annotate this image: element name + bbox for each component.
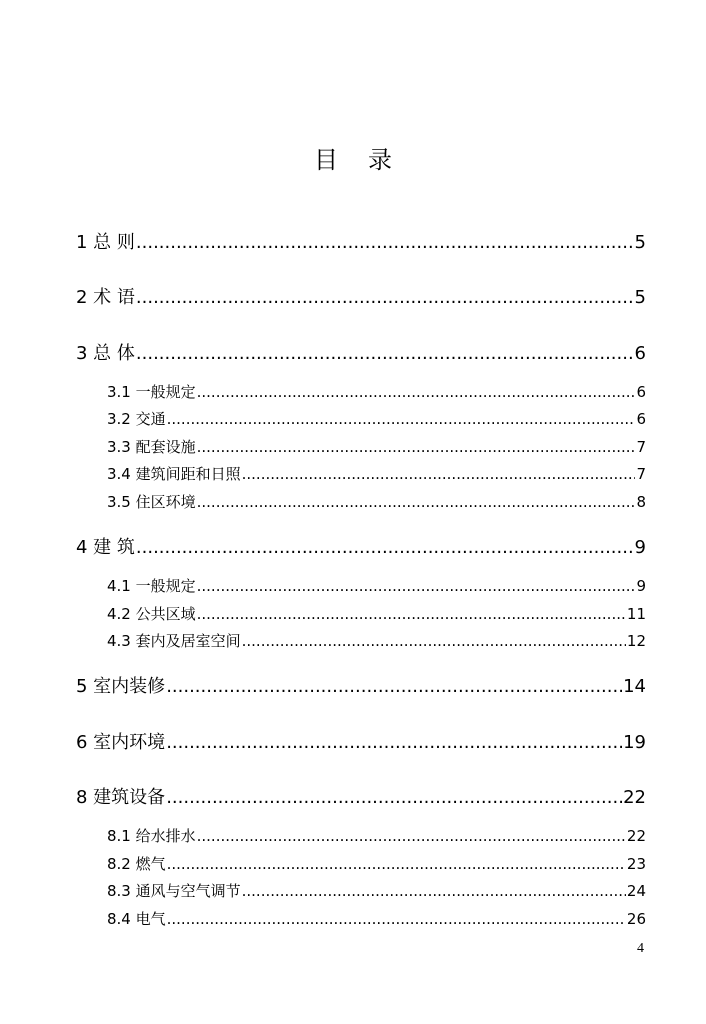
toc-entry-4-3[interactable]	[107, 630, 646, 652]
toc-entry-label: 4.2 公共区域	[107, 605, 196, 623]
toc-entry-page: 9	[634, 537, 646, 558]
toc-entry-label: 8.3 通风与空气调节	[107, 882, 241, 900]
toc-leader-dots	[197, 383, 636, 401]
toc-entry-label: 2 术 语	[76, 287, 135, 308]
toc-title-part1: 目	[314, 146, 338, 174]
toc-entry-label: 8.1 给水排水	[107, 827, 196, 845]
toc-leader-dots	[136, 287, 634, 308]
toc-entry-label: 3 总 体	[76, 343, 135, 364]
toc-entry-label: 4.3 套内及居室空间	[107, 632, 241, 650]
toc-entry-3[interactable]	[76, 339, 646, 365]
toc-entry-page: 7	[636, 438, 646, 456]
toc-leader-dots	[197, 438, 636, 456]
toc-entry-5[interactable]	[76, 672, 646, 698]
toc-entry-6[interactable]	[76, 728, 646, 754]
toc-entry-page: 22	[626, 827, 646, 845]
toc-leader-dots	[136, 232, 634, 253]
toc-leader-dots	[197, 493, 636, 511]
toc-entry-page: 6	[636, 383, 646, 401]
toc-entry-label: 8.2 燃气	[107, 855, 166, 873]
toc-entry-label: 5 室内装修	[76, 676, 166, 697]
toc-entry-3-1[interactable]	[107, 381, 646, 403]
toc-entry-page: 7	[636, 465, 646, 483]
toc-entry-label: 3.3 配套设施	[107, 438, 196, 456]
toc-entry-4-1[interactable]	[107, 575, 646, 597]
toc-entry-label: 8.4 电气	[107, 910, 166, 928]
toc-leader-dots	[197, 577, 636, 595]
toc-entry-page: 24	[626, 882, 646, 900]
toc-entry-4-2[interactable]	[107, 603, 646, 625]
toc-entry-page: 19	[623, 732, 646, 753]
toc-leader-dots	[166, 676, 622, 697]
toc-leader-dots	[197, 827, 626, 845]
toc-entry-page: 5	[634, 232, 646, 253]
toc-entry-label: 3.4 建筑间距和日照	[107, 465, 241, 483]
toc-entry-8[interactable]	[76, 783, 646, 809]
toc-entry-3-4[interactable]	[107, 463, 646, 485]
toc-entry-page: 14	[623, 676, 646, 697]
toc-entry-label: 4.1 一般规定	[107, 577, 196, 595]
toc-entry-label: 3.1 一般规定	[107, 383, 196, 401]
toc-entry-page: 23	[626, 855, 646, 873]
toc-entry-page: 6	[634, 343, 646, 364]
toc-entry-page: 8	[636, 493, 646, 511]
toc-entry-page: 9	[636, 577, 646, 595]
toc-leader-dots	[197, 605, 626, 623]
toc-leader-dots	[167, 855, 626, 873]
page-number: 4	[637, 941, 644, 956]
toc-entry-1[interactable]	[76, 228, 646, 254]
toc-entry-label: 4 建 筑	[76, 537, 135, 558]
toc-entry-4[interactable]	[76, 533, 646, 559]
toc-leader-dots	[167, 910, 626, 928]
toc-leader-dots	[136, 537, 634, 558]
toc-entry-2[interactable]	[76, 283, 646, 309]
toc-entry-3-2[interactable]	[107, 408, 646, 430]
toc-entry-page: 22	[623, 787, 646, 808]
toc-entry-label: 3.5 住区环境	[107, 493, 196, 511]
toc-entry-label: 3.2 交通	[107, 410, 166, 428]
toc-leader-dots	[166, 732, 622, 753]
toc-leader-dots	[166, 787, 622, 808]
toc-entry-8-4[interactable]	[107, 908, 646, 930]
toc-entry-3-5[interactable]	[107, 491, 646, 513]
toc-entry-8-3[interactable]	[107, 880, 646, 902]
toc-entry-page: 26	[626, 910, 646, 928]
toc-entry-3-3[interactable]	[107, 436, 646, 458]
toc-entry-page: 6	[636, 410, 646, 428]
toc-entry-8-2[interactable]	[107, 853, 646, 875]
toc-leader-dots	[167, 410, 636, 428]
toc-entry-page: 5	[634, 287, 646, 308]
toc-entry-label: 1 总 则	[76, 232, 135, 253]
toc-leader-dots	[136, 343, 634, 364]
toc-entry-8-1[interactable]	[107, 825, 646, 847]
toc-entry-page: 12	[626, 632, 646, 650]
toc-leader-dots	[242, 465, 636, 483]
toc-leader-dots	[242, 632, 626, 650]
toc-entry-label: 8 建筑设备	[76, 787, 166, 808]
toc-entry-page: 11	[626, 605, 646, 623]
toc-entry-label: 6 室内环境	[76, 732, 166, 753]
toc-title-part2: 录	[368, 146, 392, 174]
toc-leader-dots	[242, 882, 626, 900]
